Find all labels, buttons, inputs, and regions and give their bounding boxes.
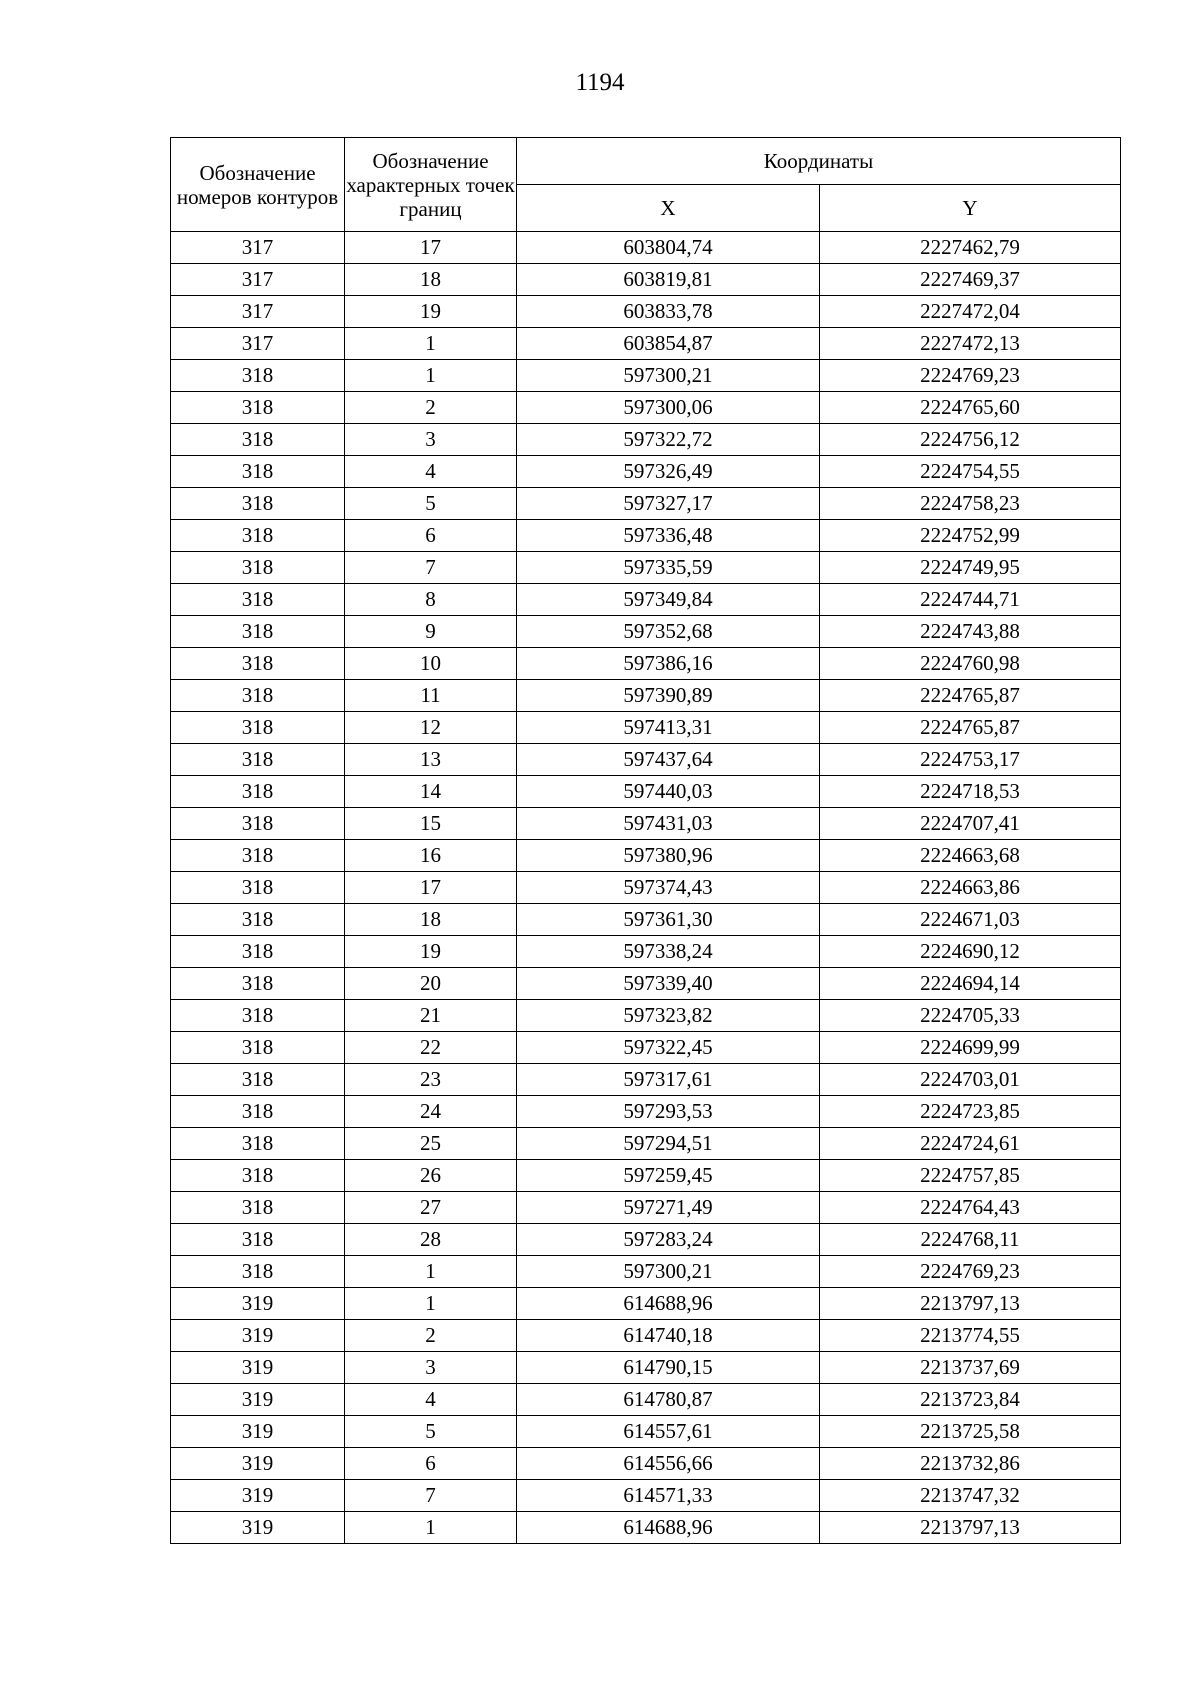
contour-number-cell: 318 [171,1224,345,1256]
point-number-cell: 3 [345,424,517,456]
x-coordinate-cell: 597338,24 [517,936,820,968]
contour-number-cell: 318 [171,392,345,424]
contour-number-cell: 318 [171,456,345,488]
table-row [171,808,1121,840]
table-body [171,232,1121,1544]
contour-number-cell: 318 [171,808,345,840]
y-coordinate-cell: 2224754,55 [820,456,1121,488]
point-number-cell: 5 [345,488,517,520]
x-coordinate-cell: 597322,45 [517,1032,820,1064]
point-number-cell: 12 [345,712,517,744]
contour-number-cell: 318 [171,1160,345,1192]
x-coordinate-cell: 603833,78 [517,296,820,328]
table-row [171,1192,1121,1224]
point-number-cell: 3 [345,1352,517,1384]
x-coordinate-cell: 597335,59 [517,552,820,584]
point-number-cell: 25 [345,1128,517,1160]
x-coordinate-cell: 597386,16 [517,648,820,680]
table-row [171,680,1121,712]
table-row [171,456,1121,488]
contour-number-cell: 319 [171,1416,345,1448]
y-coordinate-cell: 2213725,58 [820,1416,1121,1448]
contour-number-header: Обозначение номеров контуров [171,138,345,232]
table-row [171,1000,1121,1032]
y-coordinate-cell: 2224699,99 [820,1032,1121,1064]
contour-number-cell: 318 [171,424,345,456]
y-coordinate-cell: 2224752,99 [820,520,1121,552]
point-number-cell: 2 [345,392,517,424]
y-coordinate-cell: 2213723,84 [820,1384,1121,1416]
point-number-cell: 18 [345,904,517,936]
table-row [171,1064,1121,1096]
contour-number-cell: 319 [171,1320,345,1352]
table-row [171,392,1121,424]
y-coordinate-cell: 2224724,61 [820,1128,1121,1160]
table-row [171,584,1121,616]
contour-number-cell: 317 [171,328,345,360]
contour-number-cell: 319 [171,1384,345,1416]
table-row [171,1096,1121,1128]
contour-number-cell: 317 [171,232,345,264]
x-coordinate-cell: 603804,74 [517,232,820,264]
point-number-cell: 24 [345,1096,517,1128]
contour-number-cell: 318 [171,616,345,648]
y-coordinate-cell: 2224765,60 [820,392,1121,424]
point-number-cell: 6 [345,1448,517,1480]
point-number-cell: 6 [345,520,517,552]
x-coordinate-cell: 597259,45 [517,1160,820,1192]
table-row [171,1224,1121,1256]
x-coordinate-cell: 597437,64 [517,744,820,776]
y-coordinate-cell: 2224663,86 [820,872,1121,904]
page-number: 1194 [575,69,625,96]
y-coordinate-cell: 2224718,53 [820,776,1121,808]
table-row [171,296,1121,328]
x-coordinate-cell: 597374,43 [517,872,820,904]
x-coordinate-cell: 597294,51 [517,1128,820,1160]
contour-number-cell: 318 [171,872,345,904]
x-coordinate-cell: 597413,31 [517,712,820,744]
x-coordinate-cell: 597361,30 [517,904,820,936]
x-coordinate-cell: 597390,89 [517,680,820,712]
y-coordinate-cell: 2213797,13 [820,1288,1121,1320]
point-number-cell: 27 [345,1192,517,1224]
x-coordinate-cell: 597352,68 [517,616,820,648]
point-number-cell: 8 [345,584,517,616]
point-number-cell: 16 [345,840,517,872]
point-number-cell: 7 [345,1480,517,1512]
y-coordinate-cell: 2224707,41 [820,808,1121,840]
point-number-cell: 4 [345,456,517,488]
table-row [171,1320,1121,1352]
x-coordinate-cell: 597336,48 [517,520,820,552]
x-coordinate-cell: 597326,49 [517,456,820,488]
point-number-cell: 9 [345,616,517,648]
contour-number-cell: 318 [171,360,345,392]
point-number-cell: 17 [345,232,517,264]
contour-number-cell: 319 [171,1448,345,1480]
table-row [171,648,1121,680]
x-coordinate-cell: 597300,21 [517,360,820,392]
table-row [171,1352,1121,1384]
y-coordinate-cell: 2224769,23 [820,1256,1121,1288]
y-coordinate-cell: 2224694,14 [820,968,1121,1000]
table-row [171,1128,1121,1160]
x-coordinate-cell: 597323,82 [517,1000,820,1032]
point-number-cell: 1 [345,328,517,360]
contour-number-cell: 319 [171,1512,345,1544]
point-number-cell: 4 [345,1384,517,1416]
contour-number-cell: 318 [171,1096,345,1128]
x-coordinate-cell: 597339,40 [517,968,820,1000]
x-coordinate-cell: 597283,24 [517,1224,820,1256]
x-coordinate-cell: 597322,72 [517,424,820,456]
y-coordinate-cell: 2227469,37 [820,264,1121,296]
contour-number-cell: 318 [171,1256,345,1288]
y-coordinate-cell: 2224765,87 [820,712,1121,744]
contour-number-cell: 318 [171,936,345,968]
contour-number-cell: 318 [171,520,345,552]
y-coordinate-cell: 2224768,11 [820,1224,1121,1256]
contour-number-cell: 318 [171,744,345,776]
contour-number-cell: 318 [171,488,345,520]
x-coordinate-cell: 597431,03 [517,808,820,840]
y-coordinate-cell: 2224758,23 [820,488,1121,520]
table-row [171,936,1121,968]
contour-number-cell: 318 [171,968,345,1000]
y-header: Y [820,185,1121,232]
x-header: X [517,185,820,232]
coordinates-table [170,137,1121,1544]
y-coordinate-cell: 2224723,85 [820,1096,1121,1128]
contour-number-cell: 318 [171,552,345,584]
contour-number-cell: 318 [171,648,345,680]
contour-number-cell: 318 [171,1032,345,1064]
table-row [171,232,1121,264]
y-coordinate-cell: 2213747,32 [820,1480,1121,1512]
x-coordinate-cell: 597300,06 [517,392,820,424]
table-row [171,488,1121,520]
point-number-cell: 1 [345,360,517,392]
table-row [171,1032,1121,1064]
y-coordinate-cell: 2213797,13 [820,1512,1121,1544]
y-coordinate-cell: 2213732,86 [820,1448,1121,1480]
x-coordinate-cell: 614688,96 [517,1288,820,1320]
point-number-cell: 19 [345,936,517,968]
table-row [171,1288,1121,1320]
point-number-cell: 14 [345,776,517,808]
point-number-cell: 1 [345,1288,517,1320]
y-coordinate-cell: 2213737,69 [820,1352,1121,1384]
x-coordinate-cell: 597317,61 [517,1064,820,1096]
y-coordinate-cell: 2227472,04 [820,296,1121,328]
point-number-cell: 19 [345,296,517,328]
point-number-cell: 10 [345,648,517,680]
y-coordinate-cell: 2224705,33 [820,1000,1121,1032]
contour-number-cell: 317 [171,296,345,328]
table-row [171,744,1121,776]
contour-number-cell: 318 [171,1000,345,1032]
y-coordinate-cell: 2224671,03 [820,904,1121,936]
point-number-header: Обозначение характерных точек границ [345,138,517,232]
contour-number-cell: 318 [171,680,345,712]
contour-number-cell: 318 [171,776,345,808]
y-coordinate-cell: 2224743,88 [820,616,1121,648]
contour-number-cell: 318 [171,1128,345,1160]
table-row [171,840,1121,872]
table-row [171,616,1121,648]
table-row [171,1480,1121,1512]
contour-number-cell: 318 [171,712,345,744]
y-coordinate-cell: 2224703,01 [820,1064,1121,1096]
y-coordinate-cell: 2227462,79 [820,232,1121,264]
table-row [171,1256,1121,1288]
table-row [171,328,1121,360]
point-number-cell: 1 [345,1512,517,1544]
table-row [171,904,1121,936]
y-coordinate-cell: 2227472,13 [820,328,1121,360]
point-number-cell: 13 [345,744,517,776]
x-coordinate-cell: 603854,87 [517,328,820,360]
y-coordinate-cell: 2224690,12 [820,936,1121,968]
table-row [171,520,1121,552]
x-coordinate-cell: 597440,03 [517,776,820,808]
y-coordinate-cell: 2224753,17 [820,744,1121,776]
x-coordinate-cell: 614557,61 [517,1416,820,1448]
x-coordinate-cell: 597271,49 [517,1192,820,1224]
x-coordinate-cell: 614780,87 [517,1384,820,1416]
point-number-cell: 17 [345,872,517,904]
x-coordinate-cell: 597293,53 [517,1096,820,1128]
x-coordinate-cell: 614740,18 [517,1320,820,1352]
x-coordinate-cell: 603819,81 [517,264,820,296]
point-number-cell: 5 [345,1416,517,1448]
contour-number-cell: 318 [171,1064,345,1096]
point-number-cell: 26 [345,1160,517,1192]
table-row [171,264,1121,296]
contour-number-cell: 318 [171,584,345,616]
table-row [171,776,1121,808]
table-row [171,1512,1121,1544]
header-row-top [171,138,1121,185]
coordinates-header: Координаты [517,138,1121,185]
point-number-cell: 20 [345,968,517,1000]
table-row [171,712,1121,744]
y-coordinate-cell: 2224765,87 [820,680,1121,712]
table-row [171,1384,1121,1416]
table-row [171,360,1121,392]
point-number-cell: 1 [345,1256,517,1288]
contour-number-cell: 319 [171,1480,345,1512]
x-coordinate-cell: 614571,33 [517,1480,820,1512]
table-row [171,1416,1121,1448]
x-coordinate-cell: 614688,96 [517,1512,820,1544]
y-coordinate-cell: 2213774,55 [820,1320,1121,1352]
contour-number-cell: 319 [171,1352,345,1384]
y-coordinate-cell: 2224663,68 [820,840,1121,872]
table-header [171,138,1121,232]
table-row [171,872,1121,904]
x-coordinate-cell: 597380,96 [517,840,820,872]
point-number-cell: 2 [345,1320,517,1352]
point-number-cell: 15 [345,808,517,840]
x-coordinate-cell: 597349,84 [517,584,820,616]
point-number-cell: 28 [345,1224,517,1256]
x-coordinate-cell: 614556,66 [517,1448,820,1480]
x-coordinate-cell: 597300,21 [517,1256,820,1288]
contour-number-cell: 318 [171,904,345,936]
table-row [171,1448,1121,1480]
y-coordinate-cell: 2224744,71 [820,584,1121,616]
y-coordinate-cell: 2224749,95 [820,552,1121,584]
contour-number-cell: 318 [171,1192,345,1224]
x-coordinate-cell: 597327,17 [517,488,820,520]
contour-number-cell: 319 [171,1288,345,1320]
point-number-cell: 11 [345,680,517,712]
y-coordinate-cell: 2224756,12 [820,424,1121,456]
point-number-cell: 23 [345,1064,517,1096]
contour-number-cell: 317 [171,264,345,296]
contour-number-cell: 318 [171,840,345,872]
y-coordinate-cell: 2224769,23 [820,360,1121,392]
point-number-cell: 21 [345,1000,517,1032]
table-row [171,552,1121,584]
y-coordinate-cell: 2224764,43 [820,1192,1121,1224]
table-row [171,424,1121,456]
table-row [171,1160,1121,1192]
point-number-cell: 7 [345,552,517,584]
point-number-cell: 18 [345,264,517,296]
y-coordinate-cell: 2224757,85 [820,1160,1121,1192]
point-number-cell: 22 [345,1032,517,1064]
x-coordinate-cell: 614790,15 [517,1352,820,1384]
y-coordinate-cell: 2224760,98 [820,648,1121,680]
table-row [171,968,1121,1000]
